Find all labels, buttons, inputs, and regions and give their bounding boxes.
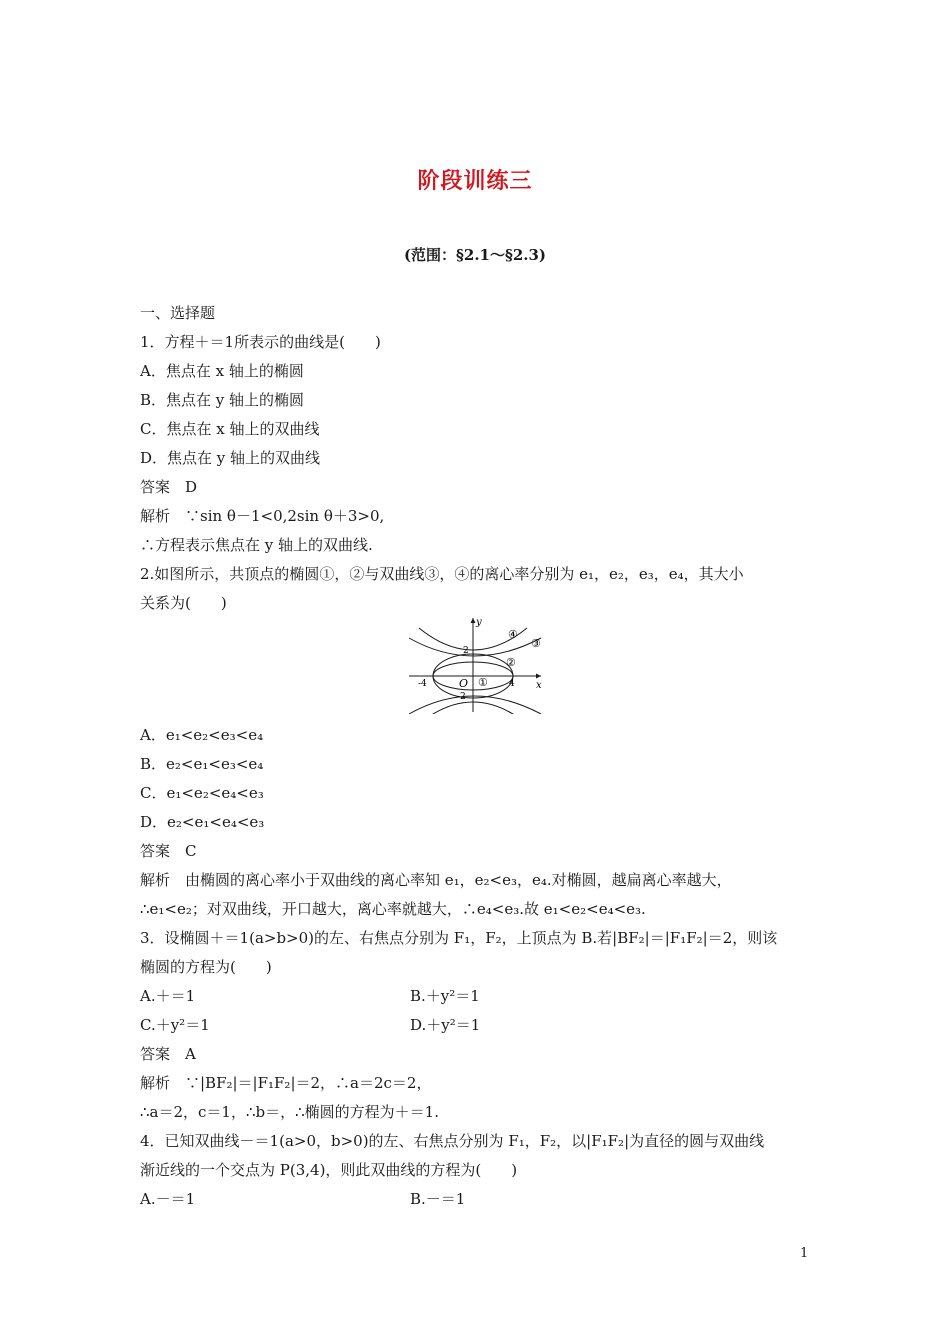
q4-option-b: B.－＝1: [410, 1190, 466, 1208]
page-title: 阶段训练三: [417, 169, 533, 194]
q4-option-a: A.－＝1: [140, 1190, 196, 1208]
y-axis-label: y: [476, 617, 482, 628]
section-heading: 一、选择题: [140, 304, 216, 322]
curve-label-1: ①: [478, 676, 488, 689]
question-3-cont: 椭圆的方程为( ): [140, 958, 272, 976]
q3-options-row-2: [140, 1015, 820, 1035]
q1-answer: 答案 D: [140, 478, 198, 496]
q3-option-d: D.＋y²＝1: [410, 1016, 481, 1034]
conic-figure: [405, 614, 545, 714]
q4-options-row-1: [140, 1189, 820, 1209]
question-4: 4．已知双曲线－＝1(a>0，b>0)的左、右焦点分别为 F₁，F₂，以|F₁F₂|为直径的圆与双曲线: [140, 1132, 765, 1150]
q3-option-a: A.＋＝1: [140, 987, 196, 1005]
question-1: 1．方程＋＝1所表示的曲线是( ): [140, 333, 381, 351]
question-2: 2.如图所示，共顶点的椭圆①，②与双曲线③，④的离心率分别为 e₁，e₂，e₃，e₄，其大小: [140, 565, 744, 583]
q2-answer: 答案 C: [140, 842, 197, 860]
hyperbola-3-lower: [409, 696, 541, 714]
y-axis-arrow: [471, 618, 476, 623]
curve-label-4: ④: [508, 628, 518, 641]
x-axis-arrow: [536, 674, 541, 679]
q1-option-c: C．焦点在 x 轴上的双曲线: [140, 420, 320, 438]
q2-option-b: B．e₂<e₁<e₃<e₄: [140, 755, 264, 773]
question-3: 3．设椭圆＋＝1(a>b>0)的左、右焦点分别为 F₁，F₂，上顶点为 B.若|BF₂|＝|F₁F₂|＝2，则该: [140, 929, 778, 947]
q1-analysis: 解析 ∵sin θ－1<0,2sin θ＋3>0,: [140, 507, 385, 525]
q3-option-b: B.＋y²＝1: [410, 987, 480, 1005]
x-axis-label: x: [536, 680, 542, 691]
q2-option-c: C．e₁<e₂<e₄<e₃: [140, 784, 264, 802]
q2-option-a: A．e₁<e₂<e₃<e₄: [140, 726, 264, 744]
q2-analysis: 解析 由椭圆的离心率小于双曲线的离心率知 e₁，e₂<e₃，e₄.对椭圆，越扁离心率越大，: [140, 871, 732, 889]
question-2-cont: 关系为( ): [140, 594, 227, 612]
hyperbola-3-upper: [409, 638, 541, 656]
tick-label-neg4: -4: [418, 679, 427, 689]
curve-label-2: ②: [506, 656, 516, 669]
page-subtitle: (范围：§2.1～§2.3): [403, 246, 547, 264]
q2-option-d: D．e₂<e₁<e₄<e₃: [140, 813, 265, 831]
origin-label: O: [459, 677, 469, 690]
question-4-cont: 渐近线的一个交点为 P(3,4)，则此双曲线的方程为( ): [140, 1161, 518, 1179]
q3-analysis: 解析 ∵|BF₂|＝|F₁F₂|＝2，∴a＝2c＝2，: [140, 1074, 432, 1092]
q3-options-row-1: [140, 986, 820, 1006]
q2-analysis-2: ∴e₁<e₂；对双曲线，开口越大，离心率就越大，∴e₄<e₃.故 e₁<e₂<e₄<e₃.: [140, 900, 646, 918]
q1-option-a: A．焦点在 x 轴上的椭圆: [140, 362, 304, 380]
q3-answer: 答案 A: [140, 1045, 196, 1063]
curve-label-3: ③: [531, 637, 541, 650]
q1-option-b: B．焦点在 y 轴上的椭圆: [140, 391, 305, 409]
tick-label-2: 2: [463, 646, 469, 656]
page-number: 1: [800, 1246, 809, 1261]
q3-analysis-2: ∴a＝2，c＝1，∴b＝，∴椭圆的方程为＋＝1.: [140, 1103, 439, 1121]
q1-analysis-2: ∴方程表示焦点在 y 轴上的双曲线.: [140, 536, 373, 554]
q1-option-d: D．焦点在 y 轴上的双曲线: [140, 449, 321, 467]
tick-label-4: 4: [509, 679, 515, 689]
tick-label-neg2: -2: [457, 692, 466, 702]
q3-option-c: C.＋y²＝1: [140, 1016, 210, 1034]
